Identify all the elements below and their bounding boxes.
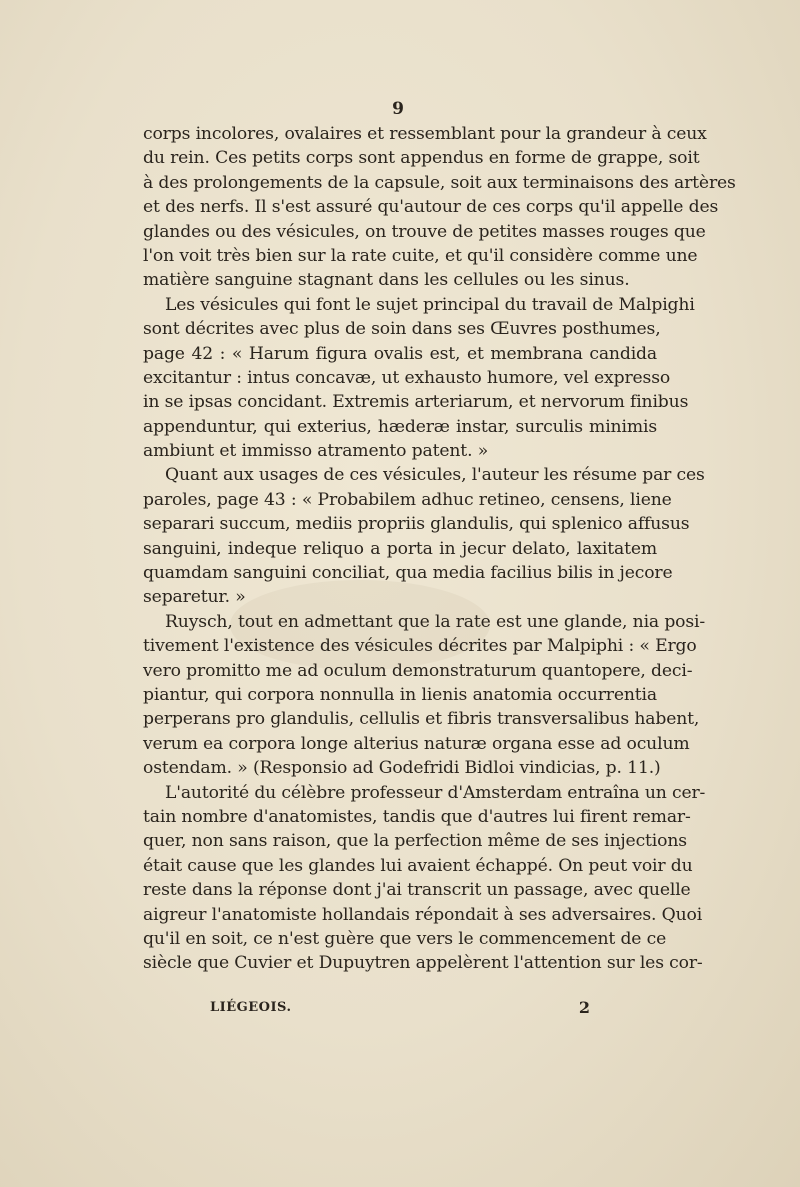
text-line: excitantur : intus concavæ, ut exhausto humore, vel expresso: [143, 367, 671, 388]
text-line: l'on voit très bien sur la rate cuite, et qu'il considère comme une: [143, 245, 698, 266]
text-line: et des nerfs. Il s'est assuré qu'autour de ces corps qu'il appelle des: [143, 197, 719, 218]
text-line: separetur. »: [143, 587, 246, 608]
text-line: Quant aux usages de ces vésicules, l'auteur les résume par ces: [165, 465, 705, 486]
signature-mark: 2: [578, 998, 590, 1017]
text-line: ostendam. » (Responsio ad Godefridi Bidloi vindicias, p. 11.): [143, 758, 661, 779]
text-line: aigreur l'anatomiste hollandais répondait à ses adversaires. Quoi: [143, 904, 703, 925]
text-line: ambiunt et immisso atramento patent. »: [143, 441, 489, 462]
body-text: [143, 122, 736, 976]
text-line: matière sanguine stagnant dans les cellules ou les sinus.: [143, 270, 630, 291]
text-line: paroles, page 43 : « Probabilem adhuc retineo, censens, liene: [143, 489, 672, 510]
text-line: quamdam sanguini conciliat, qua media facilius bilis in jecore: [143, 563, 673, 584]
text-line: piantur, qui corpora nonnulla in lienis anatomia occurrentia: [143, 684, 657, 705]
text-line: siècle que Cuvier et Dupuytren appelèrent l'attention sur les cor-: [143, 953, 703, 974]
text-line: appenduntur, qui exterius, hæderæ instar, surculis minimis: [143, 416, 657, 437]
text-line: in se ipsas concidant. Extremis arteriarum, et nervorum finibus: [143, 392, 689, 413]
page-footer: [210, 1000, 590, 1022]
text-line: verum ea corpora longe alterius naturæ organa esse ad oculum: [143, 733, 690, 754]
text-line: separari succum, mediis propriis glandulis, qui splenico affusus: [143, 514, 690, 535]
text-line: vero promitto me ad oculum demonstraturum quantopere, deci-: [143, 660, 693, 681]
text-line: sanguini, indeque reliquo a porta in jecur delato, laxitatem: [143, 538, 657, 559]
text-line: quer, non sans raison, que la perfection même de ses injections: [143, 831, 687, 852]
text-line: était cause que les glandes lui avaient échappé. On peut voir du: [143, 855, 693, 876]
text-line: Les vésicules qui font le sujet principal du travail de Malpighi: [165, 294, 695, 315]
footer-author: LIÉGEOIS.: [210, 1000, 292, 1015]
text-line: à des prolongements de la capsule, soit aux terminaisons des artères: [143, 172, 736, 193]
text-line: reste dans la réponse dont j'ai transcrit un passage, avec quelle: [143, 880, 691, 901]
text-line: perperans pro glandulis, cellulis et fibris transversalibus habent,: [143, 709, 700, 730]
text-line: sont décrites avec plus de soin dans ses Œuvres posthumes,: [143, 319, 661, 340]
text-line: glandes ou des vésicules, on trouve de petites masses rouges que: [143, 221, 706, 242]
text-line: tain nombre d'anatomistes, tandis que d'autres lui firent remar-: [143, 806, 691, 827]
text-line: Ruysch, tout en admettant que la rate est une glande, nia posi-: [165, 611, 706, 632]
page-number: 9: [392, 99, 404, 119]
text-line: du rein. Ces petits corps sont appendus en forme de grappe, soit: [143, 148, 700, 169]
text-line: page 42 : « Harum figura ovalis est, et membrana candida: [143, 343, 657, 364]
text-line: tivement l'existence des vésicules décrites par Malpiphi : « Ergo: [143, 636, 697, 657]
text-line: corps incolores, ovalaires et ressemblant pour la grandeur à ceux: [143, 124, 707, 144]
text-line: L'autorité du célèbre professeur d'Amsterdam entraîna un cer-: [165, 782, 706, 803]
text-line: qu'il en soit, ce n'est guère que vers le commencement de ce: [143, 928, 667, 949]
